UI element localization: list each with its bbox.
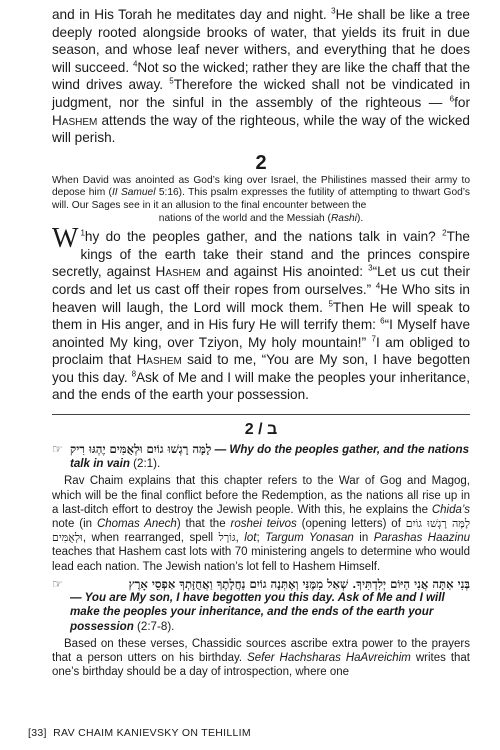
running-title: RAV CHAIM KANIEVSKY ON TEHILLIM: [53, 727, 251, 739]
verse-number: 1: [80, 228, 85, 238]
verse-number: 5: [169, 76, 174, 86]
verse-text: for: [454, 94, 470, 110]
pointing-hand-icon: ☞: [52, 442, 63, 457]
drop-cap: W: [52, 223, 79, 255]
divine-name: Hashem: [136, 352, 182, 368]
body-text: ;: [256, 532, 260, 545]
body-text: note (in: [52, 518, 93, 531]
verse-number: 4: [375, 281, 381, 291]
commentary-paragraph: Rav Chaim explains that this chapter refers to the War of Gog and Magog, which will be the final conflict before the Redemption, as the nations all rise up in a last-ditch effort to destroy the Jewish people. With this, he explains the Chida’s note (in Chomas Anech) that the roshei teivos (opening letters) of לָמָּה רָגְשׁוּ גוֹיִם וּלְאֻמִּים, when rearranged, spell גּוֹרָל, lot; Targum Yonasan in Parashas Haazinu teaches that Hashem cast lots with 70 ministering angels to determine who would lead each nation. The Jewish nation’s lot fell to Hashem Himself.: [52, 475, 471, 573]
divine-name: Hashem: [155, 264, 201, 280]
hebrew-word: גּוֹרָל: [218, 531, 236, 545]
intro-text: nations of the world and the Messiah (: [158, 212, 331, 224]
hebrew-lemma: לָמָּה רָגְשׁוּ גוֹיִם וּלְאֻמִּים יֶהְגּוּ רִיק: [70, 442, 212, 457]
commentary-heading: [52, 442, 470, 471]
commentary-paragraph: [52, 637, 470, 680]
verse-text: I am obliged to proclaim that: [52, 334, 470, 368]
verse-number: 6: [449, 94, 455, 104]
term: roshei teivos: [230, 518, 297, 531]
page-footer: [28, 727, 251, 739]
heading-translation: — Why do the peoples gather, and the nations talk in vain: [70, 443, 470, 471]
source-title: Chida’s: [431, 503, 471, 516]
body-text: Based on these verses, Chassidic sources ascribe extra power to the prayers that a person utters on his birthday.: [52, 637, 470, 664]
source-title: Chomas Anech: [96, 518, 177, 531]
verse-text: and in His Torah he meditates day and night.: [52, 7, 327, 22]
intro-text: When David was anointed as God’s king over Israel, the Philistines massed their army to depose him (: [52, 174, 470, 199]
body-text: , when rearranged, spell: [82, 532, 214, 545]
source-title: Targum Yonasan: [265, 532, 354, 545]
body-text: Rav Chaim explains that this chapter refers to the War of Gog and Magog, which will be the final conflict before the Redemption, as the nations all rise up in a last-ditch effort to destroy the Jewish people. With this, he explains the: [52, 475, 470, 516]
verse-text: “I Myself have anointed My king, over Tziyon, My holy mountain!”: [52, 317, 470, 350]
intro-reference: Rashi: [330, 212, 357, 224]
verse-text: attends the way of the righteous, while the way of the wicked will perish.: [52, 112, 470, 146]
commentary-header: ב / 2: [244, 421, 278, 439]
verse-number: 5: [328, 298, 333, 308]
verse-text: said to me, “You are My son, I have begotten you this day.: [52, 352, 471, 385]
commentary-heading: [52, 577, 470, 634]
verse-number: 4: [132, 59, 138, 69]
psalm-1-verses: [52, 6, 470, 147]
verse-number: 8: [131, 369, 137, 379]
psalm-2-verses: [52, 223, 471, 404]
body-text: writes that one’s birthday should be a day of introspection, where one: [52, 651, 470, 679]
verse-text: Ask of Me and I will make the peoples your inheritance, and the ends of the earth your possession.: [52, 369, 471, 403]
body-text: teaches that Hashem cast lots with 70 ministering angels to determine who would lead each nation. The Jewish nation’s lot fell to Hashem Himself.: [52, 546, 470, 573]
verse-number: 7: [371, 334, 376, 344]
page-content: [52, 6, 470, 682]
pointing-hand-icon: ☞: [52, 576, 63, 591]
intro-text: 5:16). This psalm expresses the futility of attempting to thwart God’s will. Our Sages see in it an allusion to the final encounter between the: [52, 187, 470, 211]
verse-number: 6: [380, 316, 385, 326]
verse-number: 3: [368, 263, 373, 273]
translation: lot: [244, 532, 257, 545]
body-text: in: [359, 532, 369, 545]
verse-number: 3: [331, 6, 336, 16]
section-divider: [52, 414, 470, 415]
hebrew-lemma: בְּנִי אַתָּה אֲנִי הַיּוֹם יְלִדְתִּיךָ. שְׁאַל מִמֶּנִּי וְאֶתְּנָה גוֹיִם נַחֲלָתֶךָ וַאֲחֻזָּתְךָ אַפְסֵי אָרֶץ: [128, 576, 470, 591]
verse-text: The kings of the earth take their stand and the princes conspire secretly, against: [52, 229, 470, 280]
verse-text: He shall be like a tree deeply rooted alongside brooks of water, that yields its fruit in due season, and whose leaf never withers, and everything that he does will succeed.: [52, 7, 470, 75]
verse-text: and against His anointed:: [205, 264, 364, 280]
divine-name: Hashem: [52, 112, 98, 128]
body-text: (opening letters) of: [301, 518, 401, 531]
verse-text: Not so the wicked; rather they are like the chaff that the wind drives away.: [52, 59, 471, 93]
intro-reference: II Samuel: [111, 187, 156, 199]
intro-text: ).: [356, 212, 364, 224]
intro-last-line: [52, 213, 470, 226]
verse-text: He Who sits in heaven will laugh, the Lord will mock them.: [52, 281, 470, 315]
source-title: Parashas Haazinu: [373, 532, 470, 545]
verse-text: Then He will speak to them in His anger, and in His fury He will terrify them:: [52, 299, 470, 333]
chapter-intro: [52, 175, 470, 225]
heading-translation: — You are My son, I have begotten you this day. Ask of Me and I will make the peoples your inheritance, and the ends of the earth your possession: [70, 591, 445, 633]
source-title: Sefer Hachsharas HaAvreichim: [247, 651, 411, 664]
verse-reference: (2:1).: [133, 457, 161, 471]
page-number: [33]: [28, 727, 47, 739]
body-text: ) that the: [176, 518, 226, 531]
hebrew-phrase: לָמָּה רָגְשׁוּ גוֹיִם וּלְאֻמִּים: [52, 517, 470, 545]
verse-text: “Let us cut their cords and let us cast off their ropes from ourselves.”: [52, 264, 470, 297]
verse-reference: (2:7-8).: [137, 619, 175, 633]
chapter-number: 2: [255, 151, 267, 174]
verse-text: Therefore the wicked shall not be vindicated in judgment, nor the sinful in the assembly of the righteous —: [52, 77, 470, 110]
verse-text: hy do the peoples gather, and the nations talk in vain?: [84, 229, 436, 245]
verse-number: 2: [442, 228, 447, 238]
